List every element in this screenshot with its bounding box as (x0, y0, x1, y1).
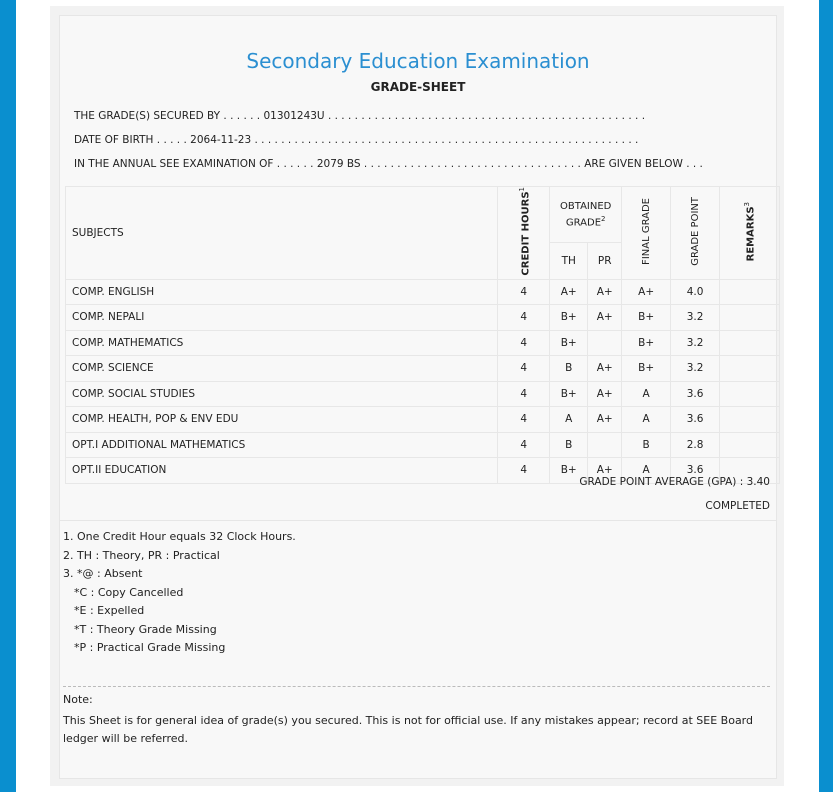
subject-name: COMP. HEALTH, POP & ENV EDU (66, 407, 498, 433)
subject-name: COMP. ENGLISH (66, 279, 498, 305)
remarks (720, 356, 780, 382)
table-row (66, 407, 780, 433)
theory-grade: B (550, 356, 588, 382)
grade-point: 3.6 (671, 407, 720, 433)
practical-grade: A+ (588, 381, 622, 407)
remarks (720, 432, 780, 458)
grade-point-label: GRADE POINT (689, 196, 701, 266)
theory-grade: A (550, 407, 588, 433)
remarks (720, 407, 780, 433)
table-header-row (66, 187, 780, 243)
footnote-item: *T : Theory Grade Missing (74, 622, 217, 636)
theory-grade: B (550, 432, 588, 458)
final-grade: A (622, 458, 671, 484)
credit-hours: 4 (498, 330, 550, 356)
practical-grade: A+ (588, 279, 622, 305)
remarks (720, 330, 780, 356)
subject-name: COMP. NEPALI (66, 305, 498, 331)
remarks (720, 279, 780, 305)
subjects-header: SUBJECTS (66, 187, 498, 280)
obtained-grade-label: OBTAINED GRADE (560, 201, 612, 229)
secured-by-line: THE GRADE(S) SECURED BY . . . . . . 01301243U . . . . . . . . . . . . . . . . . . . . . . . . . . . . . . . . . . . . . . . . . . . . . . . . (74, 110, 646, 122)
grade-point: 3.2 (671, 356, 720, 382)
footnote-item: *P : Practical Grade Missing (74, 641, 226, 654)
final-grade: B+ (622, 330, 671, 356)
practical-grade: A+ (588, 305, 622, 331)
credit-hours: 4 (498, 432, 550, 458)
dob-line: DATE OF BIRTH . . . . . 2064-11-23 . . . . . . . . . . . . . . . . . . . . . . . . . . . . . . . . . . . . . . . . . . . . . . . . . . . . . . . . . . (74, 134, 639, 146)
grade-point: 3.6 (671, 458, 720, 484)
page-title: Secondary Education Examination (246, 49, 590, 73)
credit-hours-label: CREDIT HOURS (519, 191, 531, 276)
grade-point: 4.0 (671, 279, 720, 305)
remarks-label: REMARKS (745, 206, 757, 261)
section-divider (60, 520, 776, 521)
subject-name: COMP. SOCIAL STUDIES (66, 381, 498, 407)
theory-grade: B+ (550, 381, 588, 407)
page-subtitle: GRADE-SHEET (370, 80, 466, 94)
exam-line: IN THE ANNUAL SEE EXAMINATION OF . . . . . . 2079 BS . . . . . . . . . . . . . . . . . . . . . . . . . . . . . . . . . ARE GIVEN BELOW . . . (74, 158, 703, 170)
final-grade: B+ (622, 305, 671, 331)
practical-grade: A+ (588, 356, 622, 382)
footnote-item: 2. TH : Theory, PR : Practical (63, 548, 220, 562)
credit-hours: 4 (498, 356, 550, 382)
remarks (720, 305, 780, 331)
final-grade-header (622, 187, 671, 280)
grade-point: 3.2 (671, 305, 720, 331)
th-header: TH (550, 243, 588, 279)
practical-grade (588, 330, 622, 356)
grade-point: 3.6 (671, 381, 720, 407)
grades-table (65, 186, 780, 484)
final-grade: A (622, 381, 671, 407)
grade-point: 2.8 (671, 432, 720, 458)
final-grade: B (622, 432, 671, 458)
credit-hours: 4 (498, 381, 550, 407)
credit-hours: 4 (498, 279, 550, 305)
subject-name: COMP. SCIENCE (66, 356, 498, 382)
theory-grade: A+ (550, 279, 588, 305)
table-row (66, 356, 780, 382)
remarks (720, 381, 780, 407)
grade-sheet-card (50, 6, 784, 786)
note-heading: Note: (63, 693, 93, 706)
theory-grade: B+ (550, 458, 588, 484)
footnote-item: 1. One Credit Hour equals 32 Clock Hours. (63, 530, 296, 543)
credit-hours: 4 (498, 305, 550, 331)
note-divider (63, 686, 770, 687)
table-row (66, 432, 780, 458)
final-grade-label: FINAL GRADE (640, 197, 652, 265)
grade-sheet-panel (59, 15, 777, 779)
final-grade: A (622, 407, 671, 433)
credit-hours: 4 (498, 407, 550, 433)
theory-grade: B+ (550, 330, 588, 356)
footnotes (63, 528, 296, 658)
final-grade: A+ (622, 279, 671, 305)
pr-header: PR (588, 243, 622, 279)
table-row (66, 279, 780, 305)
practical-grade (588, 432, 622, 458)
table-row (66, 330, 780, 356)
credit-hours: 4 (498, 458, 550, 484)
remarks-footnote-mark: 3 (743, 201, 752, 207)
obtained-grade-header (550, 187, 622, 243)
page-frame (16, 0, 819, 792)
obtained-grade-footnote-mark: 2 (601, 215, 606, 224)
table-row (66, 305, 780, 331)
subject-name: OPT.II EDUCATION (66, 458, 498, 484)
subject-name: COMP. MATHEMATICS (66, 330, 498, 356)
table-row (66, 381, 780, 407)
practical-grade: A+ (588, 458, 622, 484)
note-text: This Sheet is for general idea of grade(s) you secured. This is not for official use. If any mistakes appear; record at SEE Board ledger will be referred. (63, 714, 753, 745)
practical-grade: A+ (588, 407, 622, 433)
gpa-summary: GRADE POINT AVERAGE (GPA) : 3.40 (579, 476, 770, 488)
credit-hours-footnote-mark: 1 (517, 187, 526, 192)
credit-hours-header (498, 187, 550, 280)
footnote-item: *C : Copy Cancelled (74, 585, 184, 599)
final-grade: B+ (622, 356, 671, 382)
remarks-header (720, 187, 780, 280)
grade-point: 3.2 (671, 330, 720, 356)
theory-grade: B+ (550, 305, 588, 331)
footnote-item: 3. *@ : Absent (63, 567, 143, 580)
footnote-item: *E : Expelled (74, 604, 145, 617)
subject-name: OPT.I ADDITIONAL MATHEMATICS (66, 432, 498, 458)
status-completed: COMPLETED (705, 500, 770, 512)
grade-point-header (671, 187, 720, 280)
